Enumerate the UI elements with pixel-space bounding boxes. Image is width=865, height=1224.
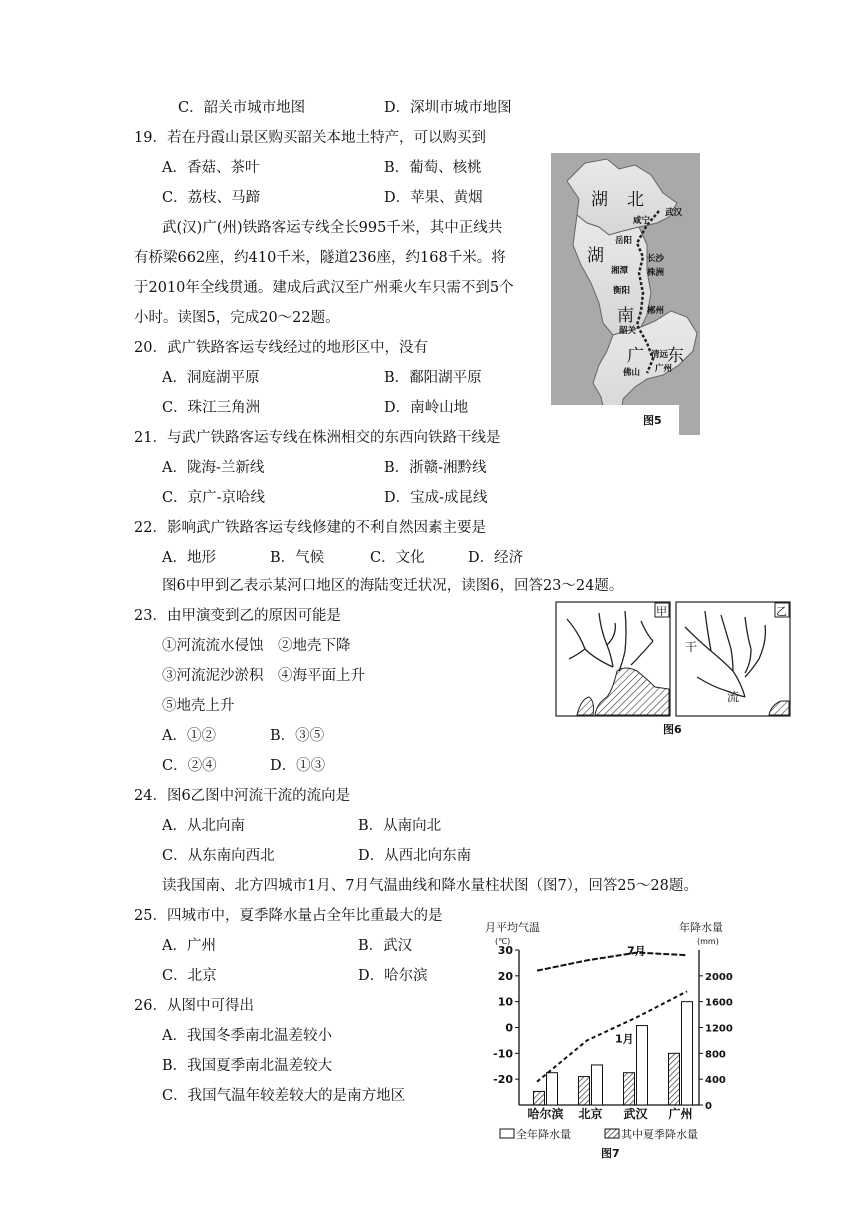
text-line-q23d: D．①③: [270, 758, 326, 774]
bar-summer-precip: [624, 1073, 635, 1105]
city-hengyang: 衡阳: [613, 286, 631, 296]
text-line-p1: 武(汉)广(州)铁路客运专线全长995千米，其中正线共: [162, 220, 503, 236]
city-zhuzhou: 株洲: [647, 268, 665, 278]
label-gan: 干: [685, 640, 698, 654]
text-line-p4: 小时。读图5，完成20～22题。: [134, 310, 340, 326]
text-line-q25b: B．武汉: [358, 938, 413, 954]
text-line-q24b: B．从南向北: [358, 818, 442, 834]
text-line-q24a: A．从北向南: [162, 818, 245, 834]
text-line-q19c: C．荔枝、马蹄: [162, 190, 261, 206]
text-line-q24d: D．从西北向东南: [358, 848, 472, 864]
left-tick-label: 30: [497, 944, 513, 957]
figure-7-caption: 图7: [601, 1147, 620, 1160]
bar-annual-precip: [592, 1065, 603, 1105]
text-line-q23o2: ③河流泥沙淤积 ④海平面上升: [162, 668, 365, 684]
left-tick-label: -20: [493, 1073, 513, 1087]
right-tick-label: 1200: [705, 1023, 733, 1035]
text-line-q23: 23．由甲演变到乙的原因可能是: [134, 608, 341, 624]
text-line-q21d: D．宝成-成昆线: [384, 490, 488, 506]
text-line-q25a: A．广州: [162, 938, 216, 954]
city-qingyuan: 清远: [651, 350, 669, 360]
bar-annual-precip: [547, 1073, 558, 1105]
figure-6-caption: 图6: [663, 723, 682, 736]
text-line-q23c: C．②④: [162, 758, 217, 774]
text-line-q22a: A．地形: [162, 550, 216, 566]
right-tick-label: 1600: [705, 997, 733, 1009]
text-line-q19: 19．若在丹霞山景区购买韶关本地土特产，可以购买到: [134, 130, 486, 146]
category-label: 武汉: [623, 1107, 648, 1121]
province-hunan-1: 湖: [587, 246, 604, 266]
left-tick-label: 20: [497, 969, 513, 983]
left-tick-label: 0: [505, 1021, 513, 1035]
city-yueyang: 岳阳: [615, 236, 633, 246]
text-line-q20a: A．洞庭湖平原: [162, 370, 260, 386]
text-line-p2: 有桥梁662座，约410千米，隧道236座，约168千米。将: [134, 250, 506, 266]
text-line-q26b: B．我国夏季南北温差较大: [162, 1058, 333, 1074]
text-line-q23o3: ⑤地壳上升: [162, 698, 235, 714]
figure-5-caption: 图5: [643, 414, 662, 427]
text-line-q20: 20．武广铁路客运专线经过的地形区中，没有: [134, 340, 428, 356]
text-line-q20b: B．鄱阳湖平原: [384, 370, 482, 386]
text-line-q22b: B．气候: [270, 550, 325, 566]
city-xianning: 咸宁: [633, 216, 651, 226]
category-label: 哈尔滨: [527, 1107, 564, 1121]
left-axis-unit: (℃): [495, 937, 511, 946]
right-axis-unit: (mm): [697, 937, 719, 946]
text-line-q22d: D．经济: [468, 550, 524, 566]
figure-7-chart: [483, 917, 739, 1163]
bar-summer-precip: [534, 1091, 545, 1105]
text-line-q19d: D．苹果、黄烟: [384, 190, 483, 206]
text-line-l0: C．韶关市城市地图: [178, 100, 306, 116]
text-line-l0b: D．深圳市城市地图: [384, 100, 512, 116]
text-line-q21a: A．陇海-兰新线: [162, 460, 265, 476]
label-january: 1月: [615, 1032, 634, 1046]
bar-summer-precip: [669, 1053, 680, 1105]
text-line-q26a: A．我国冬季南北温差较小: [162, 1028, 332, 1044]
text-line-q26: 26．从图中可得出: [134, 998, 254, 1014]
right-tick-label: 800: [705, 1049, 726, 1061]
city-shaoguan: 韶关: [619, 326, 637, 336]
text-line-p6: 读我国南、北方四城市1月、7月气温曲线和降水量柱状图（图7），回答25～28题。: [162, 878, 698, 894]
legend-swatch-summer: [605, 1129, 619, 1138]
text-line-q26c: C．我国气温年较差较大的是南方地区: [162, 1088, 406, 1104]
text-line-q22: 22．影响武广铁路客运专线修建的不利自然因素主要是: [134, 520, 486, 536]
text-line-q22c: C．文化: [370, 550, 425, 566]
legend-swatch-total: [500, 1129, 514, 1138]
text-line-q19a: A．香菇、茶叶: [162, 160, 260, 176]
left-axis-label: 月平均气温: [485, 921, 540, 934]
category-label: 北京: [578, 1107, 603, 1121]
legend-total: 全年降水量: [516, 1128, 571, 1141]
text-line-q23a: A．①②: [162, 728, 216, 744]
city-guangzhou: 广州: [655, 364, 673, 374]
bar-annual-precip: [637, 1026, 648, 1105]
bar-summer-precip: [579, 1077, 590, 1105]
bar-annual-precip: [682, 1002, 693, 1105]
text-line-q24c: C．从东南向西北: [162, 848, 275, 864]
text-line-q20c: C．珠江三角洲: [162, 400, 261, 416]
legend-summer: 其中夏季降水量: [621, 1128, 698, 1141]
text-line-q23o1: ①河流流水侵蚀 ②地壳下降: [162, 638, 351, 654]
label-july: 7月: [627, 944, 646, 958]
text-line-p5: 图6中甲到乙表示某河口地区的海陆变迁状况，读图6，回答23～24题。: [162, 578, 624, 594]
text-line-q21c: C．京广-京哈线: [162, 490, 265, 506]
left-tick-label: 10: [497, 995, 513, 1009]
line-july: [537, 953, 687, 971]
province-guangdong-1: 广: [627, 346, 644, 366]
text-line-p3: 于2010年全线贯通。建成后武汉至广州乘火车只需不到5个: [134, 280, 514, 296]
text-line-q19b: B．葡萄、核桃: [384, 160, 482, 176]
province-hubei-1: 湖: [591, 190, 608, 210]
right-tick-label: 2000: [705, 971, 733, 983]
text-line-q21b: B．浙赣-湘黔线: [384, 460, 487, 476]
text-line-q25: 25．四城市中，夏季降水量占全年比重最大的是: [134, 908, 443, 924]
figure-6: [555, 601, 791, 741]
map-svg: [551, 153, 700, 435]
text-line-q20d: D．南岭山地: [384, 400, 469, 416]
city-changsha: 长沙: [647, 254, 665, 264]
text-line-q23b: B．③⑤: [270, 728, 325, 744]
city-chenzhou: 郴州: [647, 306, 665, 316]
city-foshan: 佛山: [623, 368, 641, 378]
city-xiangtan: 湘潭: [611, 266, 629, 276]
text-line-q25c: C．北京: [162, 968, 217, 984]
right-tick-label: 400: [705, 1075, 726, 1087]
city-wuhan: 武汉: [665, 208, 683, 218]
climate-chart-svg: [483, 917, 739, 1163]
right-axis-label: 年降水量: [679, 921, 723, 934]
text-line-q21: 21．与武广铁路客运专线在株洲相交的东西向铁路干线是: [134, 430, 501, 446]
text-line-q24: 24．图6乙图中河流干流的流向是: [134, 788, 351, 804]
category-label: 广州: [668, 1107, 693, 1121]
province-hubei-2: 北: [627, 190, 644, 210]
panel-label-yi: 乙: [776, 605, 787, 618]
panel-label-jia: 甲: [656, 605, 667, 618]
label-liu: 流: [727, 690, 740, 704]
figure-6-svg: [555, 601, 791, 741]
right-tick-label: 0: [705, 1101, 712, 1112]
text-line-q25d: D．哈尔滨: [358, 968, 428, 984]
left-tick-label: -10: [493, 1047, 513, 1061]
line-january: [537, 991, 687, 1081]
province-hunan-2: 南: [617, 306, 634, 326]
figure-5-map: [551, 153, 700, 435]
province-guangdong-2: 东: [667, 346, 684, 366]
